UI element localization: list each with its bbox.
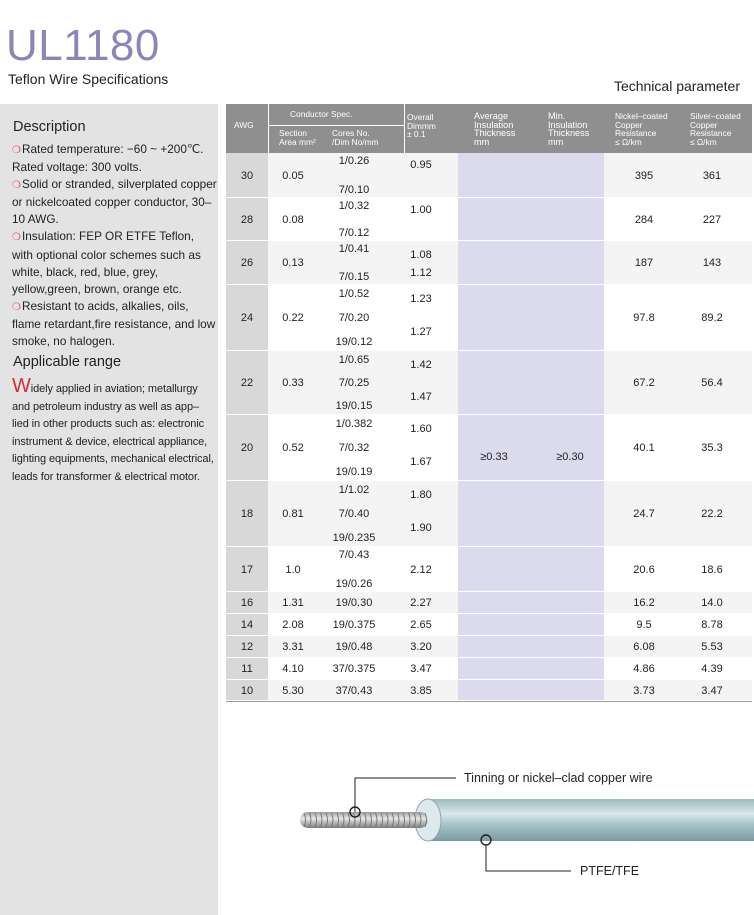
cell-overall: 3.47 [410,663,432,675]
cell-section-area: 0.13 [282,257,304,269]
cell-overall: 1.27 [410,325,432,338]
table-row [226,658,752,680]
cell-nickel-resistance: 16.2 [633,597,655,609]
cell-cores: 1/1.02 [338,484,370,497]
cell-nickel-resistance: 284 [634,213,654,226]
description-heading: Description [13,119,86,135]
cell-section-area: 2.08 [282,619,304,631]
applicable-range-heading: Applicable range [13,354,122,370]
spec-table [226,104,752,700]
cell-cores: 1/0.26 [338,155,370,168]
cell-cores: 7/0.40 [338,508,370,520]
cell-overall: 1.00 [410,204,432,216]
cell-overall: 1.23 [410,292,432,305]
cell-silver-resistance: 143 [702,257,722,269]
cell-section-area: 0.22 [282,312,304,324]
cell-overall: 2.65 [410,619,432,631]
cell-cores: 37/0.43 [335,684,373,697]
cell-overall: 1.42 [410,358,432,371]
cell-awg: 10 [240,684,254,697]
table-row [226,415,752,481]
cell-silver-resistance: 22.2 [701,508,723,520]
cell-overall: 1.90 [410,521,432,534]
drop-cap: W [12,375,31,397]
cell-overall: 3.20 [410,641,432,653]
cell-section-area: 1.0 [285,563,301,576]
bullet-icon: ❍ [12,180,21,192]
header-cores-no: Cores No. /Dim No/mm [332,128,379,147]
header-avg-insulation: Average Insulation Thickness mm [474,111,516,147]
description-list [12,141,218,350]
cell-awg: 30 [240,169,254,182]
header-overall: Overall Dimmm ± 0.1 [407,112,436,140]
header-divider [268,104,269,153]
table-bottom-border [226,701,752,702]
cell-nickel-resistance: 3.73 [633,684,655,697]
table-header [226,104,752,153]
cell-nickel-resistance: 40.1 [633,442,655,454]
applicable-range-text: Widely applied in aviation; metallurgy and petroleum industry as well as app– lied in other products such as: electronic instrument & device, electrical appliance, lighting equipments, mechanical electrical, leads for transformer & electrical motor. [12,375,214,483]
cell-cores: 1/0.52 [338,288,370,301]
cell-cores: 1/0.41 [338,243,370,256]
cell-nickel-resistance: 9.5 [636,619,652,631]
table-row [226,153,752,198]
product-subtitle: Teflon Wire Specifications [8,71,169,87]
product-title: UL1180 [6,21,160,70]
cell-cores: 19/0.375 [332,619,376,631]
cell-cores: 7/0.32 [338,442,370,454]
cell-silver-resistance: 361 [702,169,722,182]
cell-min-insulation: ≥0.30 [556,451,584,463]
cell-overall: 1.12 [410,267,432,279]
bullet-icon: ❍ [12,232,21,244]
table-row [226,351,752,415]
cell-overall: 1.60 [410,422,432,435]
bullet-icon: ❍ [12,301,21,313]
cell-section-area: 0.08 [282,213,304,226]
cell-awg: 14 [240,619,254,631]
table-row [226,592,752,614]
cell-nickel-resistance: 67.2 [633,377,655,389]
cell-awg: 26 [240,257,254,269]
cell-section-area: 1.31 [282,597,304,609]
cell-silver-resistance: 3.47 [701,684,723,697]
header-nickel-resistance: Nickel–coated Copper Resistance ≤ Ω/km [615,111,668,147]
conductor-core [300,812,428,828]
cell-silver-resistance: 4.39 [701,663,723,675]
cell-cores: 37/0.375 [332,663,376,675]
header-conductor-spec: Conductor Spec. [290,109,353,119]
cell-silver-resistance: 56.4 [701,377,723,389]
cell-cores: 19/0.235 [332,531,376,544]
cell-awg: 16 [240,597,254,609]
cell-nickel-resistance: 6.08 [633,641,655,653]
description-item: ❍Solid or stranded, silverplated copper or nickelcoated copper conductor, 30–10 AWG. [12,177,217,227]
cell-nickel-resistance: 395 [634,169,654,182]
cell-awg: 11 [241,663,253,675]
cell-overall: 1.47 [410,390,432,403]
conductor-label: Tinning or nickel–clad copper wire [464,771,653,785]
description-item: ❍Resistant to acids, alkalies, oils, flame retardant,fire resistance, and low smoke, no halogen. [12,298,216,349]
table-row [226,481,752,547]
cell-cores: 1/0.32 [338,200,370,213]
cell-cores: 19/0.48 [335,641,373,653]
cell-awg: 28 [240,213,254,226]
sidebar [0,104,218,915]
cell-nickel-resistance: 187 [634,257,654,269]
cell-overall: 2.12 [410,563,432,576]
cell-section-area: 3.31 [282,641,304,653]
table-row [226,547,752,592]
cell-section-area: 0.33 [282,377,304,389]
cell-cores: 19/0.19 [335,465,373,478]
bullet-icon: ❍ [12,145,21,156]
cell-silver-resistance: 14.0 [701,597,723,609]
cell-cores: 7/0.10 [338,183,370,196]
cell-cores: 7/0.25 [338,377,370,389]
cell-section-area: 0.52 [282,442,304,454]
cell-silver-resistance: 227 [702,213,722,226]
table-row [226,285,752,351]
cell-cores: 1/0.382 [335,418,373,431]
technical-parameter-heading: Technical parameter [613,78,740,94]
cell-nickel-resistance: 24.7 [633,508,655,520]
table-row [226,636,752,658]
cell-silver-resistance: 5.53 [701,641,723,653]
table-row [226,680,752,701]
insulation-jacket [415,799,754,841]
table-row [226,198,752,241]
header-section-area: Section Area mm² [279,128,316,147]
cell-cores: 7/0.43 [338,549,370,562]
cell-section-area: 0.81 [282,508,304,520]
header-min-insulation: Min. Insulation Thickness mm [548,111,590,147]
description-item: ❍Insulation: FEP OR ETFE Teflon, with optional color schemes such as white, black, red, blue, grey, yellow,green, brown, orange etc. [12,229,201,296]
cell-overall: 3.85 [410,684,432,697]
cell-nickel-resistance: 20.6 [633,563,655,576]
cell-overall: 1.08 [410,249,432,261]
cell-silver-resistance: 18.6 [701,563,723,576]
cell-silver-resistance: 89.2 [701,312,723,324]
cell-section-area: 5.30 [282,684,304,697]
cell-cores: 1/0.65 [338,354,370,366]
cell-overall: 2.27 [410,597,432,609]
cell-awg: 12 [240,641,254,653]
cell-awg: 18 [240,508,254,520]
cell-cores: 7/0.20 [338,312,370,324]
insulation-label: PTFE/TFE [580,864,640,878]
cell-cores: 19/0.26 [335,577,373,590]
cell-silver-resistance: 8.78 [701,619,723,631]
cell-cores: 19/0.30 [335,597,373,609]
table-row [226,614,752,636]
cell-awg: 24 [240,312,254,324]
cell-silver-resistance: 35.3 [701,442,723,454]
cell-cores: 7/0.15 [338,270,370,283]
cell-overall: 0.95 [410,159,432,171]
cell-cores: 7/0.12 [338,226,370,239]
cell-nickel-resistance: 97.8 [633,312,655,324]
table-row [226,241,752,285]
header-divider [404,104,405,153]
cell-section-area: 0.05 [282,169,304,182]
cell-awg: 22 [240,377,254,389]
cell-overall: 1.67 [410,455,432,468]
description-item: ❍Rated temperature: −60 ~ +200℃. Rated voltage: 300 volts. [12,142,204,175]
header-silver-resistance: Silver–coated Copper Resistance ≤ Ω/km [690,111,741,147]
cell-avg-insulation: ≥0.33 [480,451,508,463]
cell-nickel-resistance: 4.86 [633,663,655,675]
cell-section-area: 4.10 [282,663,304,675]
cell-awg: 20 [240,442,254,454]
cell-cores: 19/0.12 [335,335,373,348]
header-divider [269,125,404,126]
header-awg: AWG [234,120,254,130]
cell-cores: 19/0.15 [335,400,373,412]
cell-overall: 1.80 [410,488,432,501]
cell-awg: 17 [240,563,254,576]
